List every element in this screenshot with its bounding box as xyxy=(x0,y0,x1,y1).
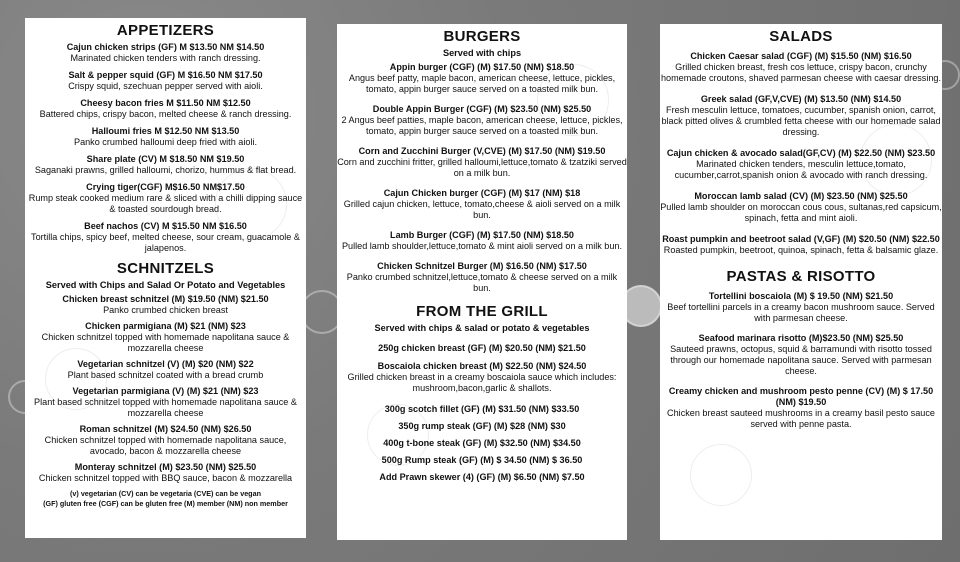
menu-panel-middle xyxy=(337,24,627,540)
menu-item xyxy=(25,126,306,148)
menu-item xyxy=(660,291,942,324)
grill-item: 400g t-bone steak (GF) (M) $32.50 (NM) $34.50 xyxy=(383,438,581,448)
menu-item xyxy=(337,343,627,354)
soccer-ball-icon xyxy=(690,444,752,506)
menu-item-description: Rump steak cooked medium rare & sliced with a chilli dipping sauce & toasted sourdough bread. xyxy=(28,193,303,214)
menu-item-name-price: Chicken Schnitzel Burger (M) $16.50 (NM) $17.50 xyxy=(377,261,587,271)
menu-item-name-price: Chicken parmigiana (M) $21 (NM) $23 xyxy=(85,321,246,331)
menu-item-description: Panko crumbed halloumi deep fried with aioli. xyxy=(74,137,257,147)
menu-item-description: Pulled lamb shoulder,lettuce,tomato & mint aioli served on a milk bun. xyxy=(341,241,623,251)
menu-item-name-price: Lamb Burger (CGF) (M) $17.50 (NM) $18.50 xyxy=(390,230,574,240)
menu-item-description: Battered chips, crispy bacon, melted cheese & ranch dressing. xyxy=(39,109,292,119)
grill-heading: FROM THE GRILL xyxy=(416,303,548,320)
soccer-ball-icon xyxy=(860,124,932,196)
menu-item-name-price: Creamy chicken and mushroom pesto penne (CV) (M) $ 17.50 (NM) $19.50 xyxy=(668,386,934,407)
menu-item-description: Grilled chicken breast in a creamy boscaiola sauce which includes: mushroom,bacon,garlic & shallots. xyxy=(347,372,617,393)
menu-item xyxy=(660,51,942,84)
menu-item-description: Plant based schnitzel topped with homemade napolitana sauce & mozzarella cheese xyxy=(34,397,297,418)
menu-item-name-price: Chicken Caesar salad (CGF) (M) $15.50 (NM) $16.50 xyxy=(690,51,912,61)
menu-item-name-price: Vegetarian parmigiana (V) (M) $21 (NM) $23 xyxy=(72,386,259,396)
menu-item-name-price: Tortellini boscaiola (M) $ 19.50 (NM) $21.50 xyxy=(708,291,894,301)
menu-item-name-price: Cheesy bacon fries M $11.50 NM $12.50 xyxy=(80,98,251,108)
menu-item-description: Pulled lamb shoulder on moroccan cous cous, sultanas,red capsicum, spinach, fetta and mint aioli. xyxy=(660,202,942,223)
menu-item-description: Sauteed prawns, octopus, squid & barramundi with risotto tossed through our homemade napolitana sauce. Served with parmesan cheese. xyxy=(670,344,932,376)
menu-item-name-price: Chicken breast schnitzel (M) $19.50 (NM) $21.50 xyxy=(62,294,269,304)
menu-item-description: Panko crumbed schnitzel,lettuce,tomato & cheese served on a milk bun. xyxy=(346,272,618,293)
menu-item xyxy=(660,333,942,377)
legend xyxy=(25,489,306,509)
menu-item xyxy=(337,188,627,221)
menu-item-name-price: Cajun chicken strips (GF) M $13.50 NM $14.50 xyxy=(66,42,265,52)
menu-item-description: Marinated chicken tenders with ranch dressing. xyxy=(70,53,261,63)
menu-item-name-price: Roman schnitzel (M) $24.50 (NM) $26.50 xyxy=(79,424,252,434)
menu-item-name-price: Corn and Zucchini Burger (V,CVE) (M) $17.50 (NM) $19.50 xyxy=(358,146,606,156)
menu-item-name-price: Monteray schnitzel (M) $23.50 (NM) $25.50 xyxy=(74,462,257,472)
menu-item-name-price: Moroccan lamb salad (CV) (M) $23.50 (NM) $25.50 xyxy=(694,191,908,201)
menu-item-description: Angus beef patty, maple bacon, american cheese, lettuce, pickles, tomato, appin burger sauce served on a toasted milk bun. xyxy=(348,73,616,94)
menu-item xyxy=(337,261,627,294)
menu-item-name-price: Appin burger (CGF) (M) $17.50 (NM) $18.50 xyxy=(389,62,575,72)
pastas-heading: PASTAS & RISOTTO xyxy=(726,268,876,285)
grill-list xyxy=(337,343,627,394)
menu-item-description: Grilled cajun chicken, lettuce, tomato,cheese & aioli served on a milk bun. xyxy=(343,199,621,220)
appetizers-heading: APPETIZERS xyxy=(116,22,215,39)
soccer-ball-icon xyxy=(45,348,107,410)
menu-item xyxy=(25,42,306,64)
menu-item-description: Chicken breast sauteed mushrooms in a creamy basil pesto sauce served with penne pasta. xyxy=(667,408,935,429)
menu-item-name-price: Cajun chicken & avocado salad(GF,CV) (M) $22.50 (NM) $23.50 xyxy=(666,148,936,158)
menu-item-description: Plant based schnitzel coated with a bread crumb xyxy=(67,370,264,380)
menu-item xyxy=(25,98,306,120)
menu-item-name-price: Cajun Chicken burger (CGF) (M) $17 (NM) $18 xyxy=(383,188,581,198)
legend-line: (v) vegetarian (CV) can be vegetaria (CVE) can be vegan xyxy=(70,489,261,498)
menu-item-name-price: Boscaiola chicken breast (M) $22.50 (NM) $24.50 xyxy=(377,361,587,371)
menu-item-name-price: Crying tiger(CGF) M$16.50 NM$17.50 xyxy=(86,182,245,192)
menu-item xyxy=(25,294,306,316)
menu-item-description: 2 Angus beef patties, maple bacon, american cheese, lettuce, pickles, tomato, appin burger sauce served on a toasted milk bun. xyxy=(341,115,623,136)
pastas-list xyxy=(660,291,942,430)
menu-item-description: Grilled chicken breast, fresh cos lettuce, crispy bacon, crunchy homemade croutons, shaved parmesan cheese with caesar dressing. xyxy=(660,62,942,83)
menu-item-name-price: Share plate (CV) M $18.50 NM $19.50 xyxy=(86,154,245,164)
menu-item-name-price: Beef nachos (CV) M $15.50 NM $16.50 xyxy=(84,221,247,231)
menu-item xyxy=(660,191,942,224)
menu-item-description: Saganaki prawns, grilled halloumi, chorizo, hummus & flat bread. xyxy=(34,165,297,175)
soccer-ball-icon xyxy=(367,404,429,466)
menu-item xyxy=(337,361,627,394)
burgers-subtitle: Served with chips xyxy=(442,48,522,58)
menu-item-description: Chicken schnitzel topped with homemade napolitana sauce, avocado, bacon & mozzarella cheese xyxy=(44,435,287,456)
grill-item: 500g Rump steak (GF) (M) $ 34.50 (NM) $ 36.50 xyxy=(381,455,583,465)
grill-item: 300g scotch fillet (GF) (M) $31.50 (NM) $33.50 xyxy=(384,404,580,414)
menu-item-description: Crispy squid, szechuan pepper served with aioli. xyxy=(68,81,263,91)
menu-item-name-price: 250g chicken breast (GF) (M) $20.50 (NM) $21.50 xyxy=(378,343,586,353)
menu-item xyxy=(337,230,627,252)
menu-item-description: Beef tortellini parcels in a creamy bacon mushroom sauce. Served with parmesan cheese. xyxy=(667,302,935,323)
schnitzels-subtitle: Served with Chips and Salad Or Potato and Vegetables xyxy=(45,280,286,290)
menu-item-name-price: Roast pumpkin and beetroot salad (V,GF) (M) $20.50 (NM) $22.50 xyxy=(662,234,940,244)
menu-item-name-price: Seafood marinara risotto (M)$23.50 (NM) $25.50 xyxy=(698,333,904,343)
menu-item-name-price: Double Appin Burger (CGF) (M) $23.50 (NM) $25.50 xyxy=(372,104,592,114)
menu-item-name-price: Greek salad (GF,V,CVE) (M) $13.50 (NM) $14.50 xyxy=(700,94,902,104)
grill-item: Add Prawn skewer (4) (GF) (M) $6.50 (NM) $7.50 xyxy=(379,472,585,482)
menu-item-name-price: Halloumi fries M $12.50 NM $13.50 xyxy=(91,126,240,136)
menu-item-description: Chicken schnitzel topped with homemade napolitana sauce & mozzarella cheese xyxy=(41,332,290,353)
menu-item xyxy=(660,234,942,256)
menu-item xyxy=(25,70,306,92)
grill-subtitle: Served with chips & salad or potato & vegetables xyxy=(374,323,590,333)
menu-item xyxy=(337,146,627,179)
soccer-ball-icon xyxy=(215,168,287,240)
menu-item-name-price: Vegetarian schnitzel (V) (M) $20 (NM) $22 xyxy=(77,359,254,369)
legend-line: (GF) gluten free (CGF) can be gluten free (M) member (NM) non member xyxy=(43,499,288,508)
menu-item xyxy=(25,462,306,484)
burgers-heading: BURGERS xyxy=(443,28,521,45)
menu-panel-left xyxy=(25,18,306,538)
menu-item xyxy=(660,386,942,430)
menu-panel-right xyxy=(660,24,942,540)
menu-item xyxy=(25,424,306,457)
menu-item-description: Panko crumbed chicken breast xyxy=(103,305,228,315)
menu-item-name-price: Salt & pepper squid (GF) M $16.50 NM $17.50 xyxy=(68,70,263,80)
schnitzels-heading: SCHNITZELS xyxy=(116,260,215,277)
menu-item-description: Tortilla chips, spicy beef, melted cheese, sour cream, guacamole & jalapenos. xyxy=(31,232,300,253)
menu-item-description: Chicken schnitzel topped with BBQ sauce, bacon & mozzarella xyxy=(38,473,293,483)
menu-item-description: Marinated chicken tenders, mesculin lettuce,tomato, cucumber,carrot,spanish onion & avocado with ranch dressing. xyxy=(674,159,928,180)
menu-item-description: Roasted pumpkin, beetroot, quinoa, spinach, fetta & balsamic glaze. xyxy=(663,245,939,255)
menu-item-description: Fresh mesculin lettuce, tomatoes, cucumber, spanish onion, carrot, black pitted olives & crumbled fetta cheese with our homemade salad dressing. xyxy=(661,105,941,137)
soccer-ball-icon xyxy=(537,64,609,136)
menu-item-description: Corn and zucchini fritter, grilled halloumi,lettuce,tomato & tzatziki served on a milk bun. xyxy=(337,157,627,178)
grill-item: 350g rump steak (GF) (M) $28 (NM) $30 xyxy=(398,421,566,431)
salads-heading: SALADS xyxy=(769,28,833,45)
